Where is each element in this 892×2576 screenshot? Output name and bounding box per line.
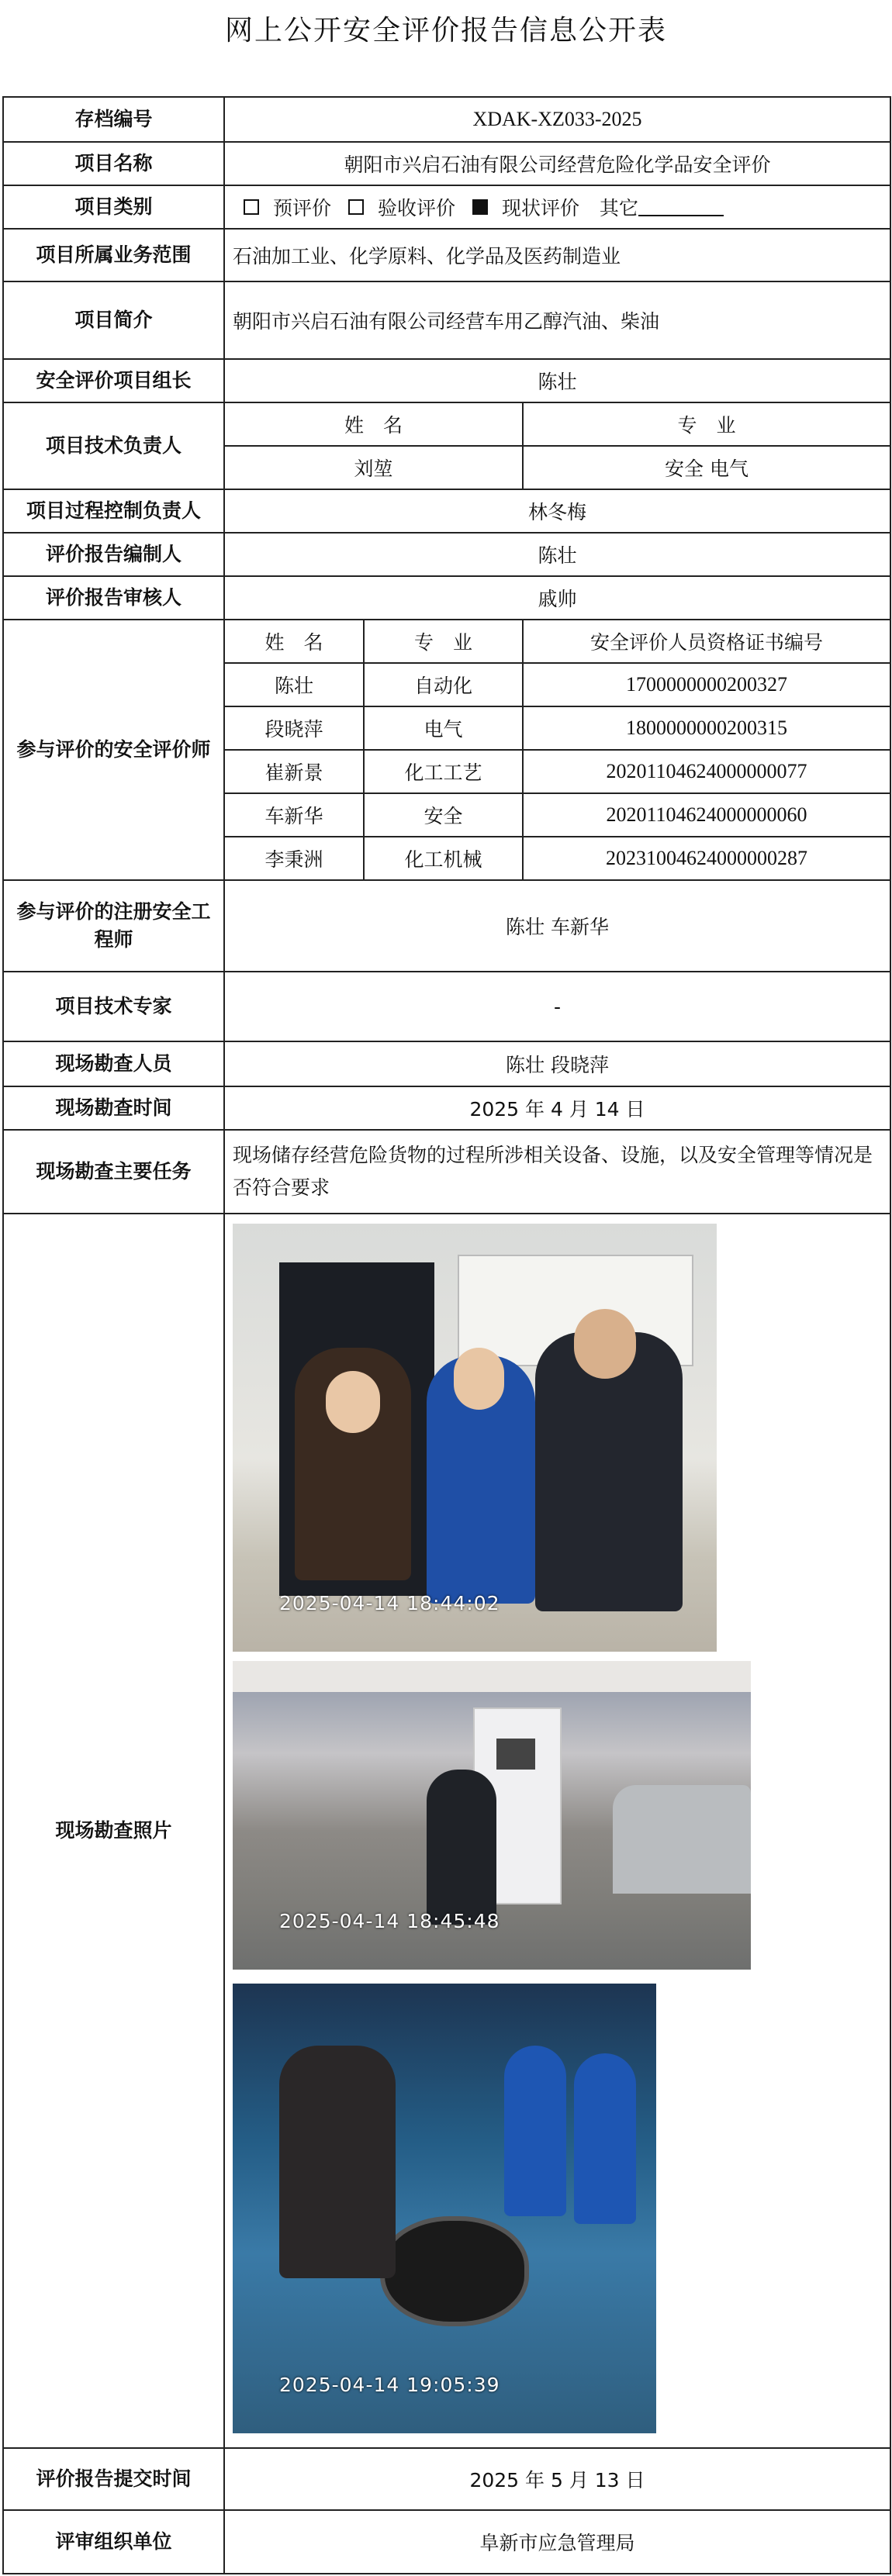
team-leader-value: 陈壮	[224, 359, 890, 402]
row-project-type	[3, 185, 890, 229]
other-blank-line	[638, 198, 724, 216]
project-type-options	[224, 185, 890, 229]
evaluator-name: 陈壮	[224, 663, 364, 706]
archive-no-label: 存档编号	[3, 97, 224, 142]
process-control-label: 项目过程控制负责人	[3, 489, 224, 533]
evaluator-name: 车新华	[224, 793, 364, 837]
evaluator-cert: 20201104624000000077	[523, 750, 890, 793]
survey-time-label: 现场勘查时间	[3, 1086, 224, 1130]
row-surveyors	[3, 1041, 890, 1086]
row-project-name	[3, 142, 890, 185]
process-control-value: 林冬梅	[224, 489, 890, 533]
business-scope-label: 项目所属业务范围	[3, 229, 224, 281]
evaluators-major-header: 专 业	[364, 620, 523, 663]
dispenser-screen	[496, 1739, 535, 1770]
archive-no-value: XDAK-XZ033-2025	[224, 97, 890, 142]
evaluator-cert: 1800000000200315	[523, 706, 890, 750]
team-leader-label: 安全评价项目组长	[3, 359, 224, 402]
tech-lead-major: 安全 电气	[523, 446, 890, 489]
inspector-shape	[279, 2046, 396, 2278]
evaluator-cert: 20201104624000000060	[523, 793, 890, 837]
canopy-shape	[233, 1661, 751, 1692]
summary-label: 项目简介	[3, 281, 224, 359]
evaluator-name: 段晓萍	[224, 706, 364, 750]
row-compiler	[3, 533, 890, 576]
person-right-face	[574, 1309, 636, 1379]
tech-lead-major-header: 专 业	[523, 402, 890, 446]
survey-task-value: 现场储存经营危险货物的过程所涉相关设备、设施，以及安全管理等情况是否符合要求	[224, 1130, 890, 1214]
project-name-value: 朝阳市兴启石油有限公司经营危险化学品安全评价	[224, 142, 890, 185]
row-team-leader	[3, 359, 890, 402]
evaluator-cert: 20231004624000000287	[523, 837, 890, 880]
evaluator-major: 化工工艺	[364, 750, 523, 793]
photo-timestamp: 2025-04-14 18:44:02	[279, 1592, 500, 1614]
row-evaluators-header	[3, 620, 890, 663]
row-business-scope	[3, 229, 890, 281]
submit-time-label: 评价报告提交时间	[3, 2448, 224, 2510]
tech-expert-label: 项目技术专家	[3, 972, 224, 1041]
compiler-value: 陈壮	[224, 533, 890, 576]
reg-engineers-value: 陈壮 车新华	[224, 880, 890, 972]
checkbox-pre-eval[interactable]	[244, 199, 259, 215]
surveyors-label: 现场勘查人员	[3, 1041, 224, 1086]
attendant-one-shape	[504, 2046, 566, 2216]
project-type-label: 项目类别	[3, 185, 224, 229]
evaluators-name-header: 姓 名	[224, 620, 364, 663]
review-org-label: 评审组织单位	[3, 2510, 224, 2574]
option-acceptance-eval-label: 验收评价	[377, 197, 455, 219]
project-name-label: 项目名称	[3, 142, 224, 185]
row-reviewer	[3, 576, 890, 620]
car-shape	[613, 1785, 751, 1894]
tech-lead-name: 刘堃	[224, 446, 523, 489]
info-table-upper	[2, 96, 891, 1214]
reviewer-label: 评价报告审核人	[3, 576, 224, 620]
row-survey-time	[3, 1086, 890, 1130]
evaluator-name: 李秉洲	[224, 837, 364, 880]
evaluator-major: 化工机械	[364, 837, 523, 880]
option-other-label: 其它	[599, 197, 638, 219]
tech-lead-label: 项目技术负责人	[3, 402, 224, 489]
evaluator-name: 崔新景	[224, 750, 364, 793]
row-process-control	[3, 489, 890, 533]
row-submit-time	[3, 2448, 890, 2510]
submit-time-value: 2025 年 5 月 13 日	[224, 2448, 890, 2510]
evaluator-major: 自动化	[364, 663, 523, 706]
checkbox-status-eval[interactable]	[472, 199, 488, 215]
option-pre-eval-label: 预评价	[273, 197, 332, 219]
row-summary	[3, 281, 890, 359]
reg-engineers-label: 参与评价的注册安全工程师	[3, 880, 224, 972]
person-left-face	[326, 1371, 380, 1433]
person-middle-face	[454, 1348, 504, 1410]
site-photo-dispenser	[233, 1661, 751, 1970]
row-archive-no	[3, 97, 890, 142]
photo-timestamp: 2025-04-14 19:05:39	[279, 2374, 500, 2396]
tech-lead-name-header: 姓 名	[224, 402, 523, 446]
survey-task-label: 现场勘查主要任务	[3, 1130, 224, 1214]
evaluators-cert-header: 安全评价人员资格证书编号	[523, 620, 890, 663]
evaluator-major: 安全	[364, 793, 523, 837]
row-tech-lead-header	[3, 402, 890, 446]
summary-value: 朝阳市兴启石油有限公司经营车用乙醇汽油、柴油	[224, 281, 890, 359]
evaluators-label: 参与评价的安全评价师	[3, 620, 224, 880]
manhole-shape	[380, 2216, 529, 2326]
tech-expert-value: -	[224, 972, 890, 1041]
row-review-org	[3, 2510, 890, 2574]
photo-timestamp: 2025-04-14 18:45:48	[279, 1910, 500, 1932]
row-tech-expert	[3, 972, 890, 1041]
option-status-eval-label: 现状评价	[501, 197, 579, 219]
business-scope-value: 石油加工业、化学原料、化学品及医药制造业	[224, 229, 890, 281]
row-survey-task	[3, 1130, 890, 1214]
page-title: 网上公开安全评价报告信息公开表	[224, 15, 667, 47]
site-photo-team	[233, 1224, 717, 1652]
row-reg-engineers	[3, 880, 890, 972]
review-org-value: 阜新市应急管理局	[224, 2510, 890, 2574]
photos-label: 现场勘查照片	[3, 1214, 224, 2448]
evaluator-major: 电气	[364, 706, 523, 750]
checkbox-acceptance-eval[interactable]	[348, 199, 364, 215]
site-photo-tank-inspection	[233, 1984, 656, 2433]
survey-time-value: 2025 年 4 月 14 日	[224, 1086, 890, 1130]
surveyors-value: 陈壮 段晓萍	[224, 1041, 890, 1086]
evaluator-cert: 1700000000200327	[523, 663, 890, 706]
attendant-two-shape	[574, 2053, 636, 2224]
worker-shape	[427, 1770, 496, 1925]
compiler-label: 评价报告编制人	[3, 533, 224, 576]
reviewer-value: 戚帅	[224, 576, 890, 620]
